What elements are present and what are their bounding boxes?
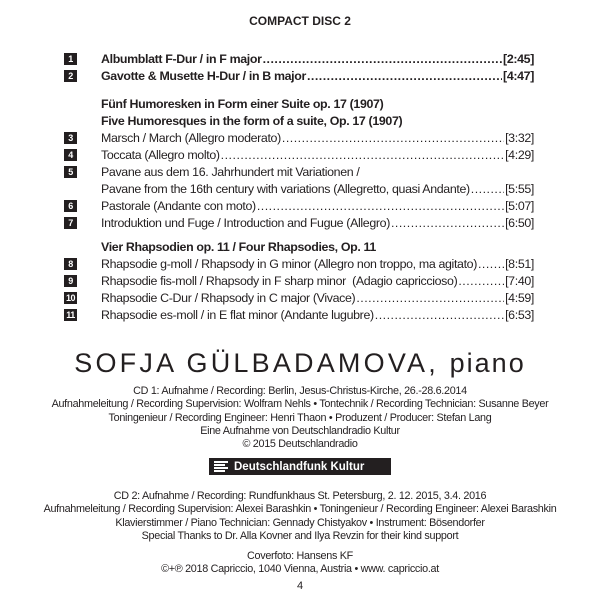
track-row bbox=[64, 255, 534, 272]
track-title: Rhapsodie g-moll / Rhapsody in G minor (Allegro non troppo, ma agitato) bbox=[101, 256, 477, 271]
track-duration: [5:07] bbox=[505, 198, 534, 213]
track-list-group-1 bbox=[64, 50, 534, 84]
track-row bbox=[64, 163, 534, 180]
track-duration: [5:55] bbox=[505, 181, 534, 196]
track-title: Pastorale (Andante con moto) bbox=[101, 198, 256, 213]
dot-leader bbox=[471, 182, 504, 196]
dot-leader bbox=[282, 131, 504, 145]
artist-line bbox=[0, 348, 600, 379]
dot-leader bbox=[307, 69, 502, 83]
track-row bbox=[64, 67, 534, 84]
heading-de: Fünf Humoresken in Form einer Suite op. 17 (1907) bbox=[101, 96, 384, 111]
cd1-credits bbox=[0, 385, 600, 451]
credit-line: Eine Aufnahme von Deutschlandradio Kultur bbox=[200, 424, 400, 437]
track-duration: [7:40] bbox=[505, 273, 534, 288]
copyright-line: ©+℗ 2018 Capriccio, 1040 Vienna, Austria • www. capriccio.at bbox=[161, 563, 439, 576]
heading-en: Five Humoresques in the form of a suite, Op. 17 (1907) bbox=[101, 113, 403, 128]
track-row bbox=[64, 50, 534, 67]
track-title: Pavane aus dem 16. Jahrhundert mit Variationen / bbox=[101, 164, 360, 179]
dot-leader bbox=[478, 257, 504, 271]
dot-leader bbox=[356, 291, 504, 305]
work-heading bbox=[64, 112, 534, 129]
track-list-group-2 bbox=[64, 95, 534, 231]
track-number: 3 bbox=[64, 132, 77, 144]
dot-leader bbox=[263, 52, 502, 66]
heading: Vier Rhapsodien op. 11 / Four Rhapsodies, Op. 11 bbox=[101, 239, 376, 254]
track-title: Rhapsodie es-moll / in E flat minor (Andante lugubre) bbox=[101, 307, 374, 322]
page-number: 4 bbox=[296, 580, 304, 592]
deutschlandfunk-kultur-logo bbox=[209, 458, 391, 475]
logo-text: Deutschlandfunk Kultur bbox=[234, 460, 365, 473]
cover-photo-credit: Coverfoto: Hansens KF bbox=[247, 550, 353, 562]
track-row bbox=[64, 306, 534, 323]
track-row bbox=[64, 197, 534, 214]
credit-line: Aufnahmeleitung / Recording Supervision: Wolfram Nehls • Tontechnik / Recording Technician: Susanne Beyer bbox=[51, 398, 549, 411]
logo-icon bbox=[214, 461, 228, 472]
dot-leader bbox=[391, 216, 504, 230]
track-number: 9 bbox=[64, 275, 77, 287]
track-number: 4 bbox=[64, 149, 77, 161]
track-number: 5 bbox=[64, 166, 77, 178]
track-title: Rhapsodie fis-moll / Rhapsody in F sharp minor (Adagio capriccioso) bbox=[101, 273, 458, 288]
dot-leader bbox=[221, 148, 504, 162]
track-list-group-3 bbox=[64, 238, 534, 323]
track-title: Gavotte & Musette H-Dur / in B major bbox=[101, 68, 306, 83]
track-row bbox=[64, 146, 534, 163]
track-number: 6 bbox=[64, 200, 77, 212]
dot-leader bbox=[375, 308, 504, 322]
artist-instrument: piano bbox=[449, 348, 526, 378]
track-row bbox=[64, 272, 534, 289]
track-duration: [6:53] bbox=[505, 307, 534, 322]
dot-leader bbox=[458, 274, 504, 288]
credit-line: CD 2: Aufnahme / Recording: Rundfunkhaus St. Petersburg, 2. 12. 2015, 3.4. 2016 bbox=[113, 490, 487, 502]
credit-line: © 2015 Deutschlandradio bbox=[242, 438, 358, 451]
track-title: Pavane from the 16th century with variations (Allegretto, quasi Andante) bbox=[101, 181, 470, 196]
track-duration: [8:51] bbox=[505, 256, 534, 271]
credit-line: CD 1: Aufnahme / Recording: Berlin, Jesus-Christus-Kirche, 26.-28.6.2014 bbox=[133, 385, 467, 397]
track-number: 10 bbox=[65, 292, 75, 303]
track-duration: [2:45] bbox=[503, 51, 534, 66]
track-duration: [4:59] bbox=[505, 290, 534, 305]
work-heading bbox=[64, 238, 534, 255]
credit-line: Aufnahmeleitung / Recording Supervision: Alexei Barashkin • Toningenieur / Recording Engineer: Alexei Barashkin bbox=[43, 503, 557, 516]
credit-line: Special Thanks to Dr. Alla Kovner and Ilya Revzin for their kind support bbox=[141, 529, 459, 542]
track-number: 8 bbox=[64, 258, 77, 270]
track-title: Toccata (Allegro molto) bbox=[101, 147, 220, 162]
credit-line: Klavierstimmer / Piano Technician: Gennady Chistyakov • Instrument: Bösendorfer bbox=[115, 516, 485, 529]
track-duration: [4:29] bbox=[505, 147, 534, 162]
footer-credits bbox=[0, 550, 600, 577]
track-number: 2 bbox=[64, 70, 77, 82]
track-row bbox=[64, 289, 534, 306]
track-duration: [4:47] bbox=[503, 68, 534, 83]
track-title: Albumblatt F-Dur / in F major bbox=[101, 51, 262, 66]
track-number: 7 bbox=[64, 217, 77, 229]
disc-title: COMPACT DISC 2 bbox=[249, 14, 351, 28]
credit-line: Toningenieur / Recording Engineer: Henri Thaon • Produzent / Producer: Stefan Lang bbox=[108, 411, 492, 424]
track-number: 1 bbox=[64, 53, 77, 65]
track-duration: [3:32] bbox=[505, 130, 534, 145]
track-row bbox=[64, 129, 534, 146]
track-row-continued bbox=[64, 180, 534, 197]
track-title: Rhapsodie C-Dur / Rhapsody in C major (Vivace) bbox=[101, 290, 356, 305]
dot-leader bbox=[257, 199, 504, 213]
track-number: 11 bbox=[64, 309, 77, 321]
track-title: Marsch / March (Allegro moderato) bbox=[101, 130, 281, 145]
cd2-credits bbox=[0, 490, 600, 543]
track-duration: [6:50] bbox=[505, 215, 534, 230]
artist-name: SOFJA GÜLBADAMOVA, bbox=[74, 348, 439, 378]
track-row bbox=[64, 214, 534, 231]
work-heading bbox=[64, 95, 534, 112]
track-title: Introduktion und Fuge / Introduction and Fugue (Allegro) bbox=[101, 215, 390, 230]
